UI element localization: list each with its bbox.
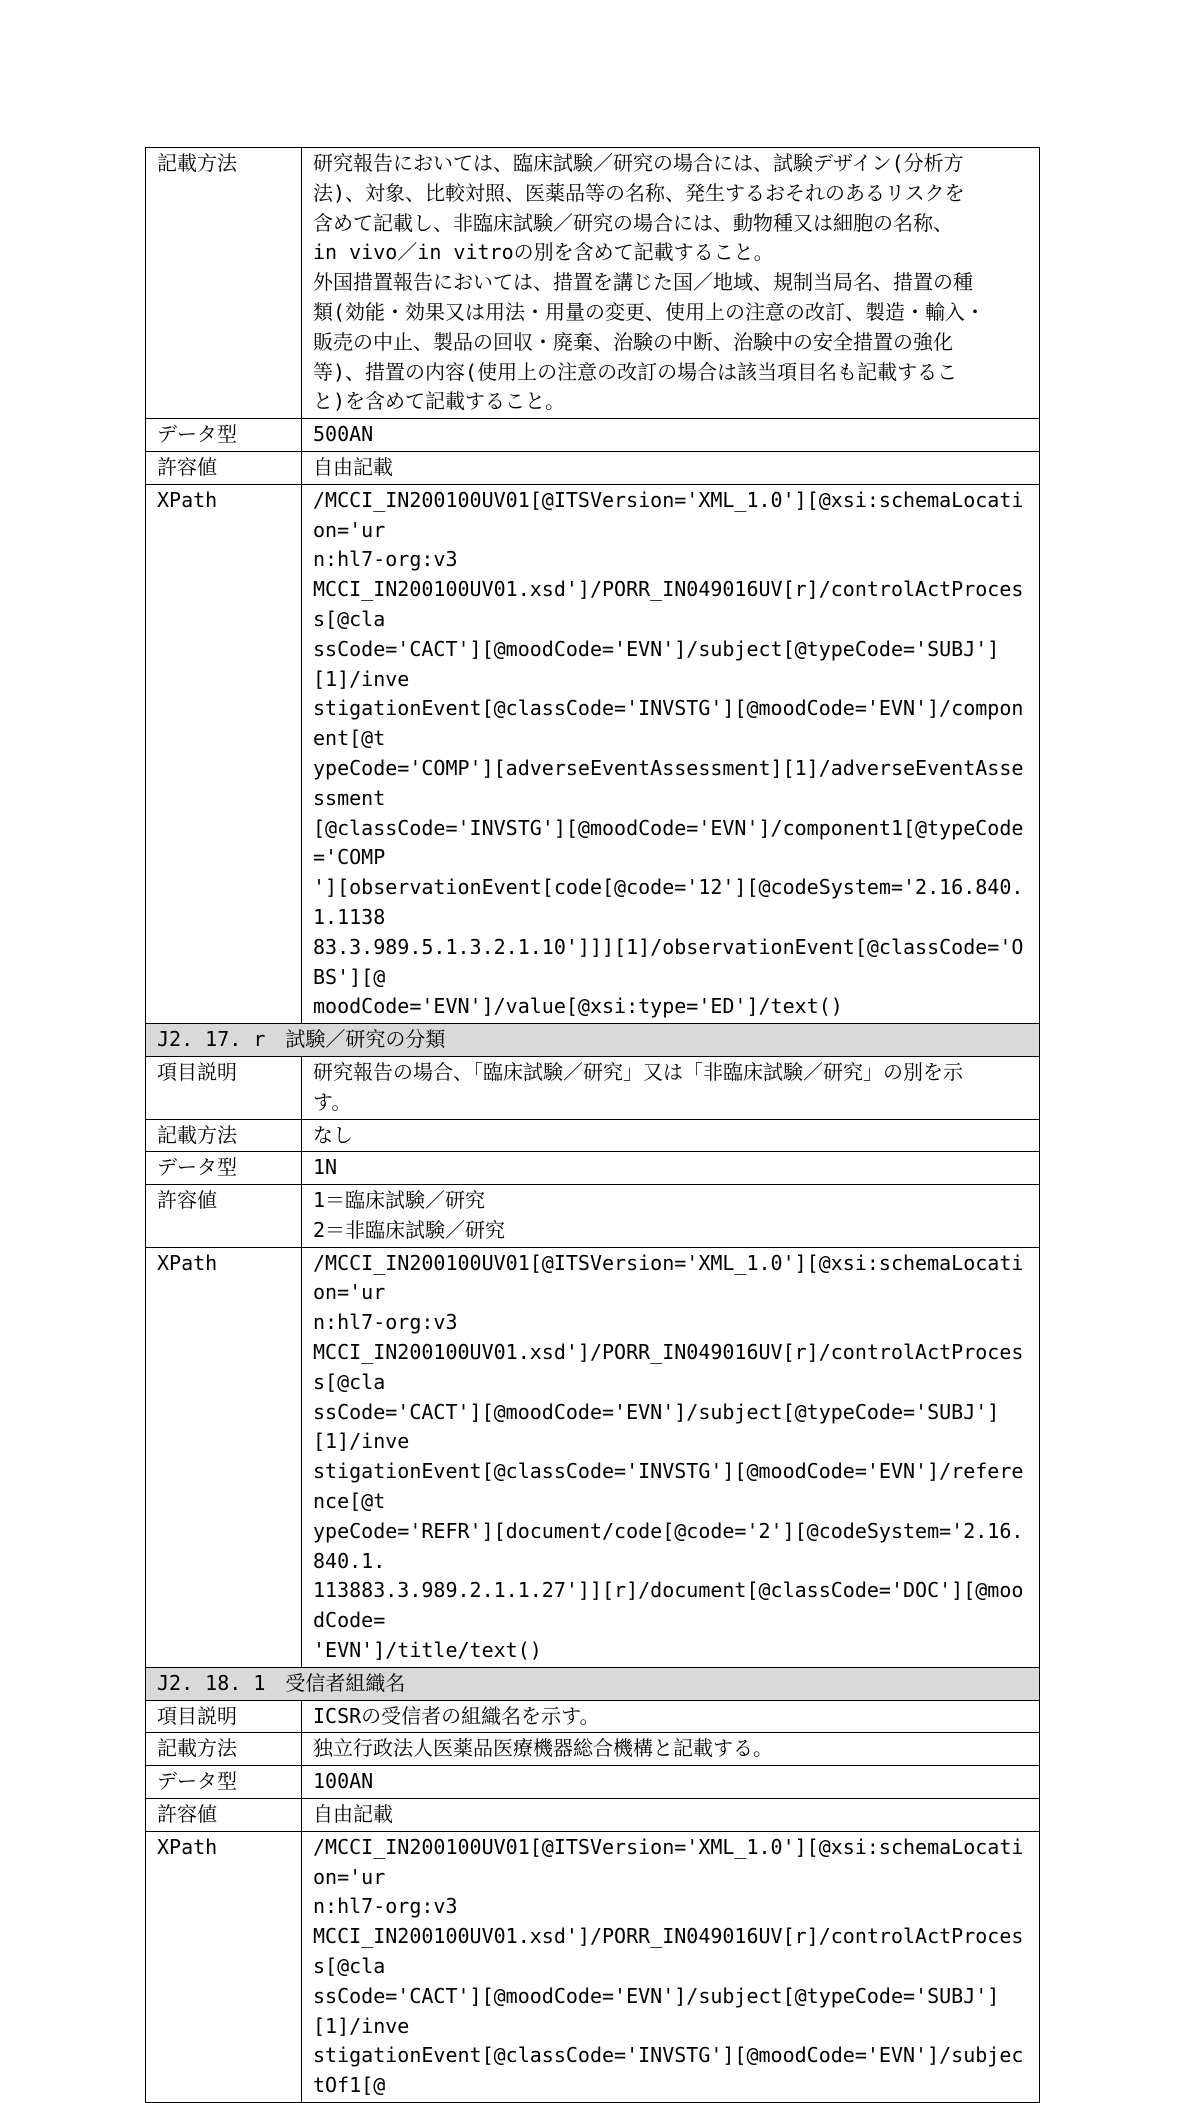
field-value-line: 外国措置報告においては、措置を講じた国／地域、規制当局名、措置の種	[313, 270, 973, 295]
field-value-line: 83.3.989.5.1.3.2.1.10']]][1]/observationEvent[@classCode='OBS'][@	[313, 934, 1024, 989]
field-value	[302, 1766, 1040, 1799]
field-value-line: /MCCI_IN200100UV01[@ITSVersion='XML_1.0'][@xsi:schemaLocation='ur	[313, 1250, 1024, 1305]
field-value-line: 113883.3.989.2.1.1.27']][r]/document[@classCode='DOC'][@moodCode=	[313, 1578, 1024, 1633]
field-value-line: stigationEvent[@classCode='INVSTG'][@moodCode='EVN']/subjectOf1[@	[313, 2043, 1024, 2098]
field-value	[302, 1185, 1040, 1248]
section-header-row	[146, 1667, 1040, 1700]
field-value	[302, 1152, 1040, 1185]
section-header: J2. 17. r 試験／研究の分類	[146, 1024, 1040, 1057]
field-label: 記載方法	[146, 148, 302, 419]
field-value-line: [@classCode='INVSTG'][@moodCode='EVN']/component1[@typeCode='COMP	[313, 815, 1024, 870]
field-label: データ型	[146, 1152, 302, 1185]
field-value-line: /MCCI_IN200100UV01[@ITSVersion='XML_1.0'][@xsi:schemaLocation='ur	[313, 487, 1024, 542]
table-row	[146, 148, 1040, 419]
field-value	[302, 1119, 1040, 1152]
table-row	[146, 1766, 1040, 1799]
field-value-line: ICSRの受信者の組織名を示す。	[313, 1703, 600, 1728]
field-label: 許容値	[146, 1799, 302, 1832]
field-value	[302, 419, 1040, 452]
field-value-line: ypeCode='COMP'][adverseEventAssessment][1]/adverseEventAssessment	[313, 755, 1024, 810]
field-value	[302, 1700, 1040, 1733]
field-value-line: stigationEvent[@classCode='INVSTG'][@moodCode='EVN']/component[@t	[313, 696, 1024, 751]
field-label: 記載方法	[146, 1119, 302, 1152]
field-value-line: '][observationEvent[code[@code='12'][@codeSystem='2.16.840.1.1138	[313, 875, 1024, 929]
field-value-line: MCCI_IN200100UV01.xsd']/PORR_IN049016UV[r]/controlActProcess[@cla	[313, 1340, 1024, 1394]
field-value-line: ssCode='CACT'][@moodCode='EVN']/subject[@typeCode='SUBJ'][1]/inve	[313, 1399, 1000, 1454]
field-label: データ型	[146, 1766, 302, 1799]
field-value-line: /MCCI_IN200100UV01[@ITSVersion='XML_1.0'][@xsi:schemaLocation='ur	[313, 1834, 1024, 1889]
specification-table-body	[146, 148, 1040, 2103]
field-value-line: 自由記載	[313, 454, 393, 479]
field-value-line: 500AN	[313, 422, 374, 447]
table-row	[146, 484, 1040, 1023]
field-value-line: MCCI_IN200100UV01.xsd']/PORR_IN049016UV[r]/controlActProcess[@cla	[313, 577, 1024, 631]
field-value-line: ssCode='CACT'][@moodCode='EVN']/subject[@typeCode='SUBJ'][1]/inve	[313, 636, 1000, 691]
table-row	[146, 1185, 1040, 1248]
field-value-line: 自由記載	[313, 1802, 393, 1827]
table-row	[146, 419, 1040, 452]
field-value-line: す。	[313, 1089, 352, 1114]
field-label: 記載方法	[146, 1733, 302, 1766]
field-value-line: 含めて記載し、非臨床試験／研究の場合には、動物種又は細胞の名称、	[313, 210, 953, 235]
field-value-line: ypeCode='REFR'][document/code[@code='2'][@codeSystem='2.16.840.1.	[313, 1518, 1024, 1573]
field-value-line: 法)、対象、比較対照、医薬品等の名称、発生するおそれのあるリスクを	[313, 180, 965, 205]
table-row	[146, 1733, 1040, 1766]
field-value-line: n:hl7-org:v3	[313, 1310, 458, 1335]
field-value-line: 1N	[313, 1155, 338, 1180]
field-label: 項目説明	[146, 1700, 302, 1733]
field-value-line: なし	[313, 1122, 353, 1147]
field-value-line: 100AN	[313, 1769, 374, 1794]
field-value	[302, 1056, 1040, 1119]
table-row	[146, 1799, 1040, 1832]
field-value-line: n:hl7-org:v3	[313, 1894, 458, 1919]
field-value-line: stigationEvent[@classCode='INVSTG'][@moodCode='EVN']/reference[@t	[313, 1459, 1024, 1514]
field-label: データ型	[146, 419, 302, 452]
section-header-row	[146, 1024, 1040, 1057]
field-value	[302, 1733, 1040, 1766]
field-label: 項目説明	[146, 1056, 302, 1119]
field-value-line: 類(効能・効果又は用法・用量の変更、使用上の注意の改訂、製造・輸入・	[313, 299, 986, 324]
field-value-line: 'EVN']/title/text()	[313, 1638, 542, 1663]
field-value-line: 研究報告においては、臨床試験／研究の場合には、試験デザイン(分析方	[313, 151, 964, 175]
field-value	[302, 451, 1040, 484]
field-value-line: 研究報告の場合、「臨床試験／研究」又は「非臨床試験／研究」の別を示	[313, 1059, 963, 1084]
field-value-line: 1＝臨床試験／研究	[313, 1188, 486, 1213]
field-label: XPath	[146, 1831, 302, 2102]
field-value	[302, 484, 1040, 1023]
table-row	[146, 1152, 1040, 1185]
field-value-line: ssCode='CACT'][@moodCode='EVN']/subject[@typeCode='SUBJ'][1]/inve	[313, 1983, 1000, 2038]
field-label: XPath	[146, 484, 302, 1023]
specification-table	[145, 147, 1040, 2103]
table-row	[146, 1247, 1040, 1667]
field-value-line: in vivo／in vitroの別を含めて記載すること。	[313, 240, 774, 265]
field-value	[302, 1247, 1040, 1667]
field-value	[302, 1799, 1040, 1832]
table-row	[146, 1831, 1040, 2102]
field-value-line: 販売の中止、製品の回収・廃棄、治験の中断、治験中の安全措置の強化	[313, 329, 953, 354]
field-value-line: n:hl7-org:v3	[313, 547, 458, 572]
field-value	[302, 1831, 1040, 2102]
field-value-line: MCCI_IN200100UV01.xsd']/PORR_IN049016UV[r]/controlActProcess[@cla	[313, 1924, 1024, 1979]
table-row	[146, 1700, 1040, 1733]
field-label: XPath	[146, 1247, 302, 1667]
field-value-line: 等)、措置の内容(使用上の注意の改訂の場合は該当項目名も記載するこ	[313, 359, 958, 384]
table-row	[146, 451, 1040, 484]
field-value-line: 2＝非臨床試験／研究	[313, 1217, 506, 1242]
field-value	[302, 148, 1040, 419]
section-header: J2. 18. 1 受信者組織名	[146, 1667, 1040, 1700]
table-row	[146, 1056, 1040, 1119]
field-value-line: と)を含めて記載すること。	[313, 389, 566, 414]
field-value-line: 独立行政法人医薬品医療機器総合機構と記載する。	[313, 1736, 773, 1761]
field-value-line: moodCode='EVN']/value[@xsi:type='ED']/text()	[313, 994, 843, 1019]
table-row	[146, 1119, 1040, 1152]
field-label: 許容値	[146, 451, 302, 484]
field-label: 許容値	[146, 1185, 302, 1248]
